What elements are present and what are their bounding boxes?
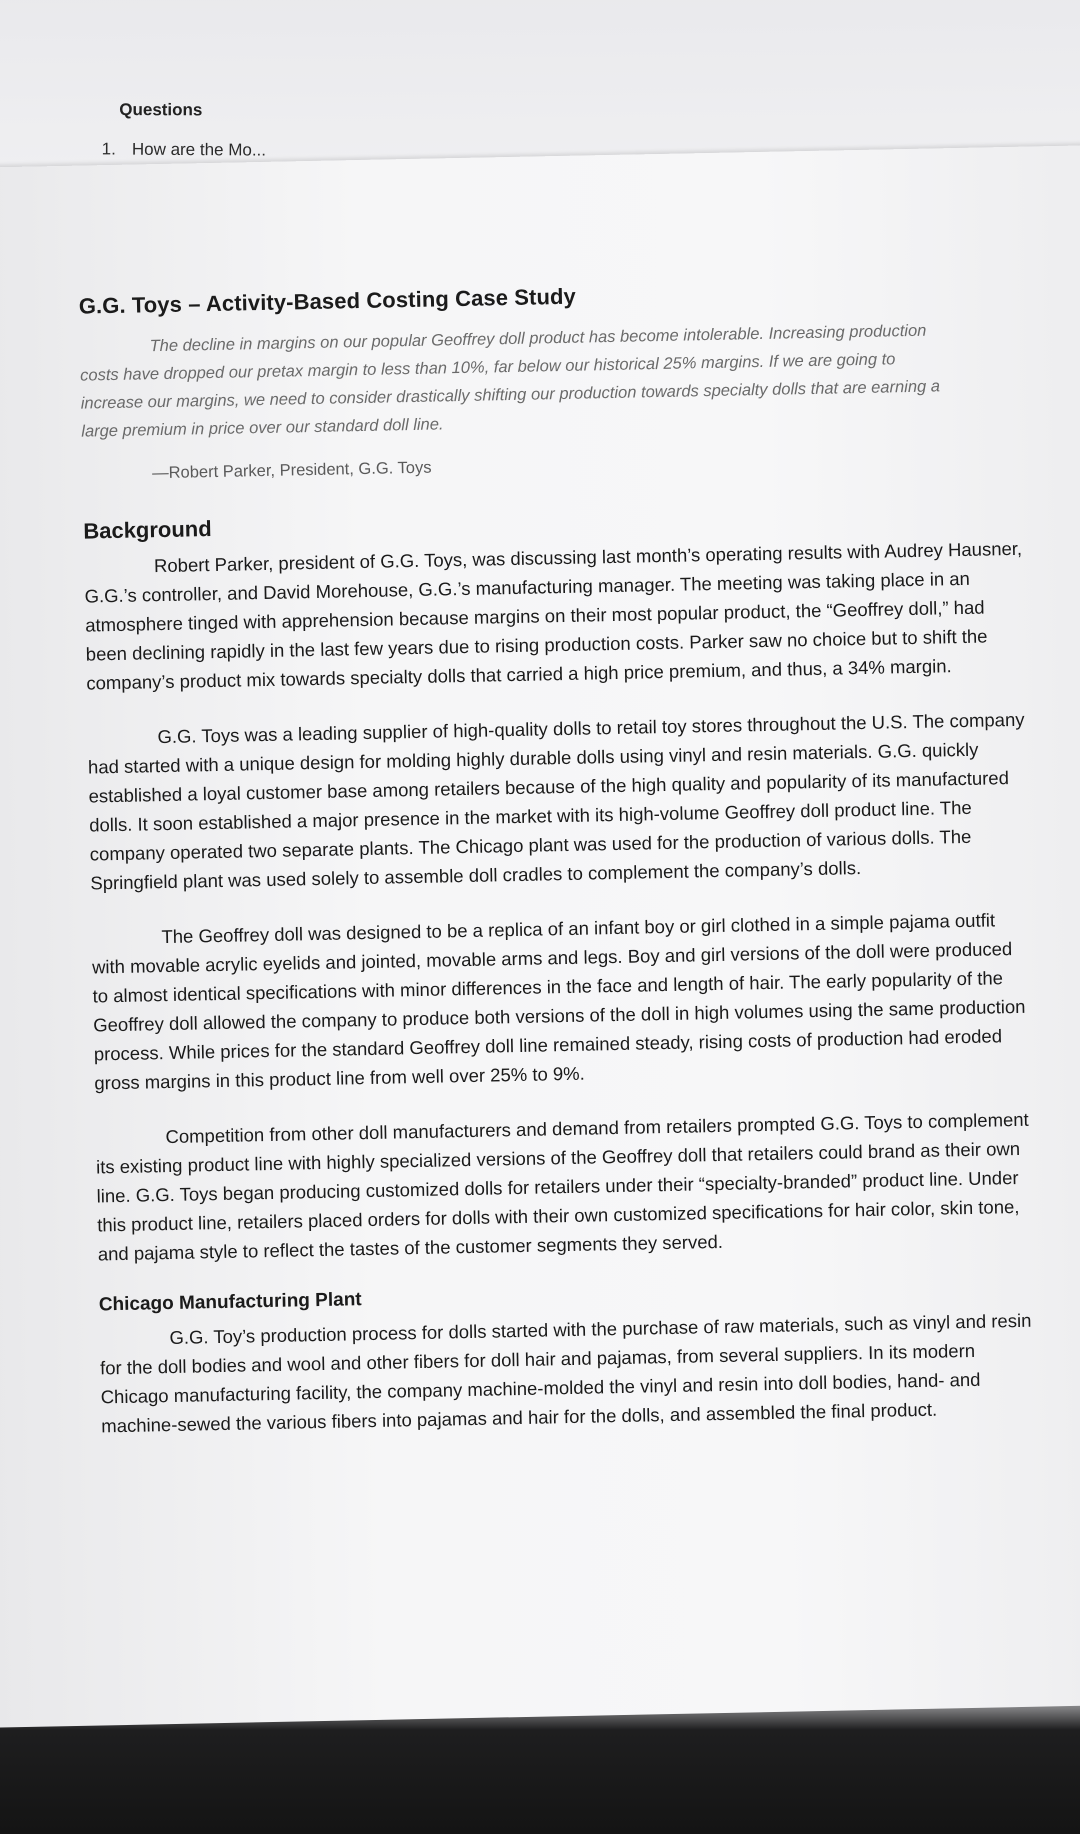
background-paragraph-4: Competition from other doll manufacturers and demand from retailers prompted G.G. Toys to complement its existing product line with highly specialized versions of the Geoffrey doll that retailers could brand as their own line. G.G. Toys began producing customized dolls for retailers under their “specialty-branded” product line. Under this product line, retailers placed orders for dolls with their own customized specifications for hair color, skin tone, and pajama style to reflect the tastes of the customer segments they served.: [95, 1108, 1029, 1265]
questions-heading: Questions: [119, 100, 203, 120]
question-number: 1.: [101, 139, 116, 159]
chicago-plant-heading: Chicago Manufacturing Plant: [98, 1289, 362, 1316]
epigraph-quote: The decline in margins on our popular Geoffrey doll product has become intolerable. Increasing production costs have dropped our pretax margin to less than 10%, far below our historical 25% margins. If we are going to increase our margins, we need to consider drastically shifting our production towards specialty dolls that are earning a large premium in price over our standard doll line.: [80, 321, 941, 441]
question-text: How are the Mo...: [131, 139, 267, 160]
question-item: [102, 139, 266, 160]
background-paragraph-3: The Geoffrey doll was designed to be a replica of an infant boy or girl clothed in a simple pajama outfit with movable acrylic eyelids and jointed, movable arms and legs. Boy and girl versions of the doll were produced to almost identical specifications with minor differences in the face and length of hair. The early popularity of the Geoffrey doll allowed the company to produce both versions of the doll in high volumes using the same production process. While prices for the standard Geoffrey doll line remained steady, rising costs of production had eroded gross margins in this product line from well over 25% to 9%.: [91, 909, 1026, 1094]
case-study-content: [79, 274, 1062, 1466]
quote-attribution: —Robert Parker, President, G.G. Toys: [151, 458, 432, 483]
background-paragraph-1: Robert Parker, president of G.G. Toys, was discussing last month’s operating results with Audrey Hausner, G.G.’s controller, and David Morehouse, G.G.’s manufacturing manager. The meeting was taking place in an atmosphere tinged with apprehension because margins on their most popular product, the “Geoffrey doll,” had been declining rapidly in the last few years due to rising production costs. Parker saw no choice but to shift the company’s product mix towards specialty dolls that carried a high price premium, and thus, a 34% margin.: [84, 537, 1023, 694]
chicago-plant-paragraph: G.G. Toy’s production process for dolls started with the purchase of raw materials, such as vinyl and resin for the doll bodies and wool and other fibers for doll hair and pajamas, from several suppliers. In its modern Chicago manufacturing facility, the company machine-molded the vinyl and resin into doll bodies, hand- and machine-sewed the various fibers into pajamas and hair for the dolls, and assembled the final product.: [99, 1309, 1032, 1437]
background-paragraph-2: G.G. Toys was a leading supplier of high-quality dolls to retail toy stores throughout the U.S. The company had started with a unique design for molding highly durable dolls using vinyl and resin materials. G.G. quickly established a loyal customer base among retailers because of the high quality and popularity of its manufactured dolls. It soon established a major presence in the market with its high-volume Geoffrey doll product line. The company operated two separate plants. The Chicago plant was used for the production of various dolls. The Springfield plant was used solely to assemble doll cradles to complement the company’s dolls.: [87, 708, 1025, 894]
background-heading: Background: [83, 516, 212, 544]
document-title: G.G. Toys – Activity-Based Costing Case Study: [78, 283, 577, 319]
case-study-sheet: [0, 145, 1080, 1728]
